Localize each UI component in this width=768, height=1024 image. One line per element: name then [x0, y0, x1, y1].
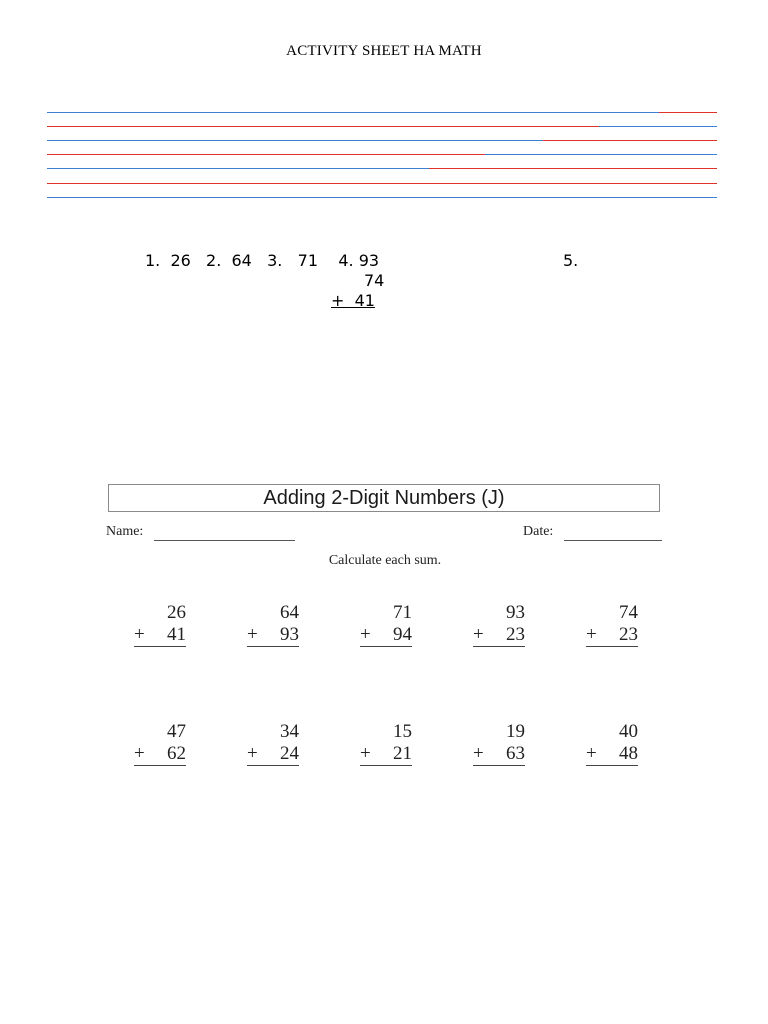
- problem-top: 40: [619, 721, 638, 742]
- problem: [586, 602, 638, 647]
- red-rule: [543, 140, 717, 141]
- name-label: Name:: [106, 524, 144, 539]
- plus-sign: +: [586, 624, 597, 645]
- red-rule: [47, 126, 599, 127]
- problem-bottom: 93: [280, 624, 299, 645]
- plus-sign: +: [247, 743, 258, 764]
- problem: [473, 721, 525, 766]
- problem-bottom: 62: [167, 743, 186, 764]
- red-rule: [47, 154, 485, 155]
- worksheet-title: Adding 2-Digit Numbers (J): [108, 484, 660, 512]
- red-rule: [659, 112, 717, 113]
- problem: [247, 721, 299, 766]
- typed-problem-5-label: 5.: [563, 251, 579, 270]
- problem: [586, 721, 638, 766]
- red-rule: [47, 183, 717, 184]
- problem: [134, 602, 186, 647]
- problem-top: 34: [280, 721, 299, 742]
- plus-sign: +: [360, 743, 371, 764]
- date-line: [564, 540, 662, 541]
- red-rule: [429, 168, 717, 169]
- problem-bottom: 41: [167, 624, 186, 645]
- worksheet-image: [104, 480, 666, 790]
- problem-top: 15: [393, 721, 412, 742]
- problem-bottom: 21: [393, 743, 412, 764]
- problem: [247, 602, 299, 647]
- blue-rule: [485, 154, 717, 155]
- blue-rule: [47, 168, 429, 169]
- blue-rule: [47, 140, 543, 141]
- problem: [360, 602, 412, 647]
- problem-top: 74: [619, 602, 638, 623]
- problem-bottom: 23: [619, 624, 638, 645]
- name-line: [154, 540, 295, 541]
- plus-sign: +: [360, 624, 371, 645]
- problem-bottom: 23: [506, 624, 525, 645]
- date-label: Date:: [523, 524, 554, 539]
- problem-bottom: 24: [280, 743, 299, 764]
- problem-top: 71: [393, 602, 412, 623]
- blue-rule: [47, 197, 717, 198]
- blue-rule: [599, 126, 717, 127]
- problem-bottom: 48: [619, 743, 638, 764]
- problem-top: 19: [506, 721, 525, 742]
- plus-sign: +: [134, 624, 145, 645]
- problem-bottom: 63: [506, 743, 525, 764]
- plus-sign: +: [134, 743, 145, 764]
- handwriting-lines: [47, 105, 717, 205]
- instruction: Calculate each sum.: [328, 553, 442, 568]
- problem-top: 47: [167, 721, 186, 742]
- problem: [134, 721, 186, 766]
- problem: [360, 721, 412, 766]
- problem: [473, 602, 525, 647]
- problem-top: 26: [167, 602, 186, 623]
- plus-sign: +: [473, 743, 484, 764]
- typed-addend: + 41: [331, 291, 375, 310]
- typed-answers-row: 1. 26 2. 64 3. 71 4. 93: [145, 251, 380, 270]
- page-title: ACTIVITY SHEET HA MATH: [286, 43, 482, 59]
- blue-rule: [47, 112, 659, 113]
- typed-top-number: 74: [364, 271, 385, 290]
- plus-sign: +: [586, 743, 597, 764]
- problem-top: 93: [506, 602, 525, 623]
- problem-bottom: 94: [393, 624, 412, 645]
- problem-top: 64: [280, 602, 299, 623]
- plus-sign: +: [473, 624, 484, 645]
- plus-sign: +: [247, 624, 258, 645]
